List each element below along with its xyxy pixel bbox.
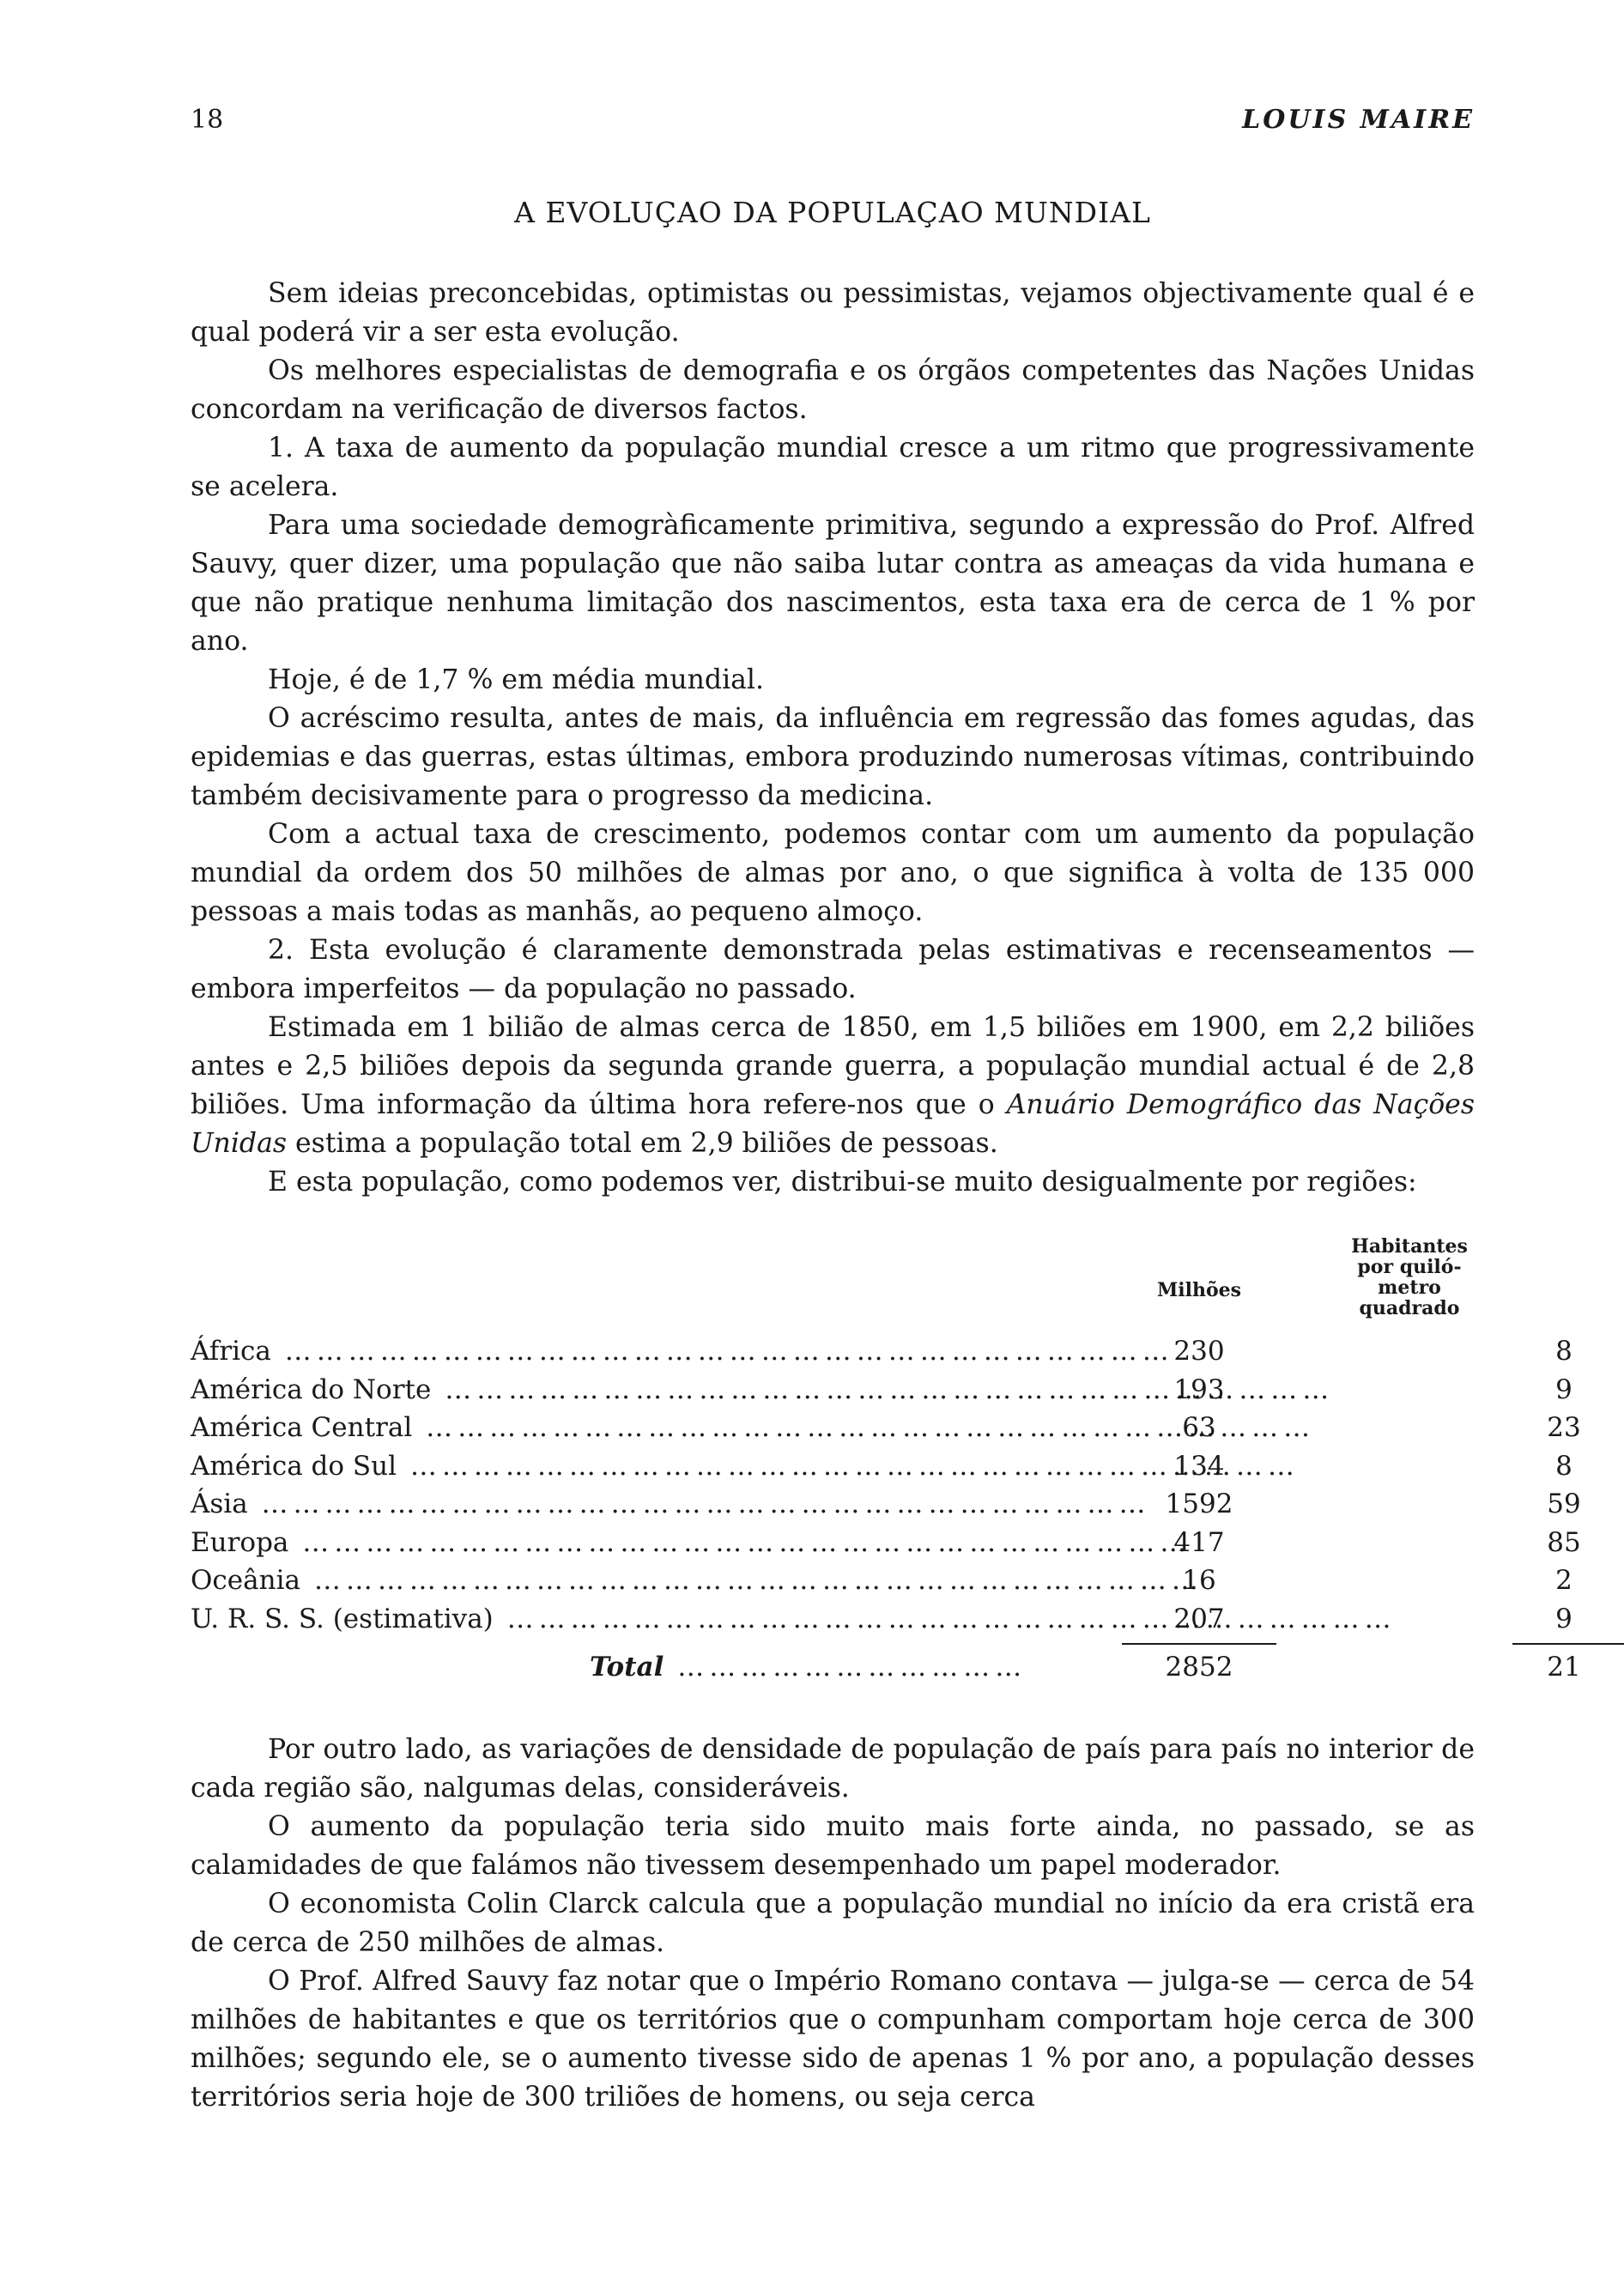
region-name: Ásia …………………………………………………………………………	[191, 1485, 1040, 1523]
column-header-line: Habitantes	[1351, 1235, 1468, 1258]
table-row	[191, 1524, 1581, 1562]
population-millions: 230	[1173, 1336, 1225, 1367]
paragraph: O Prof. Alfred Sauvy faz notar que o Império Romano contava — julga-se — cerca de 54 milhões de habitantes e que os territórios que o compunham comportam hoje cerca de 300 milhões; segundo ele, se o aumento tivesse sido de apenas 1 % por ano, a população desses territórios seria hoje de 300 triliões de homens, ou seja cerca	[191, 1966, 1475, 2113]
region-name: Europa …………………………………………………………………………	[191, 1524, 1040, 1561]
region-name: América do Sul …………………………………………………………………………	[191, 1447, 1040, 1485]
page-title: A EVOLUÇAO DA POPULAÇAO MUNDIAL	[514, 196, 1151, 229]
table-row	[191, 1561, 1572, 1600]
paragraph: 1. A taxa de aumento da população mundial cresce a um ritmo que progressivamente se acelera.	[191, 433, 1475, 502]
column-header-habitantes	[1306, 1236, 1512, 1319]
body-text-top	[191, 275, 1475, 1202]
population-millions: 193	[1173, 1373, 1225, 1405]
table-header	[191, 1236, 1475, 1332]
density-value: 23	[1547, 1412, 1581, 1443]
estimates-text-after: estima a população total em 2,9 biliões de pessoas.	[287, 1128, 998, 1159]
body-text-bottom	[191, 1731, 1475, 2117]
density-value: 8	[1555, 1336, 1572, 1367]
density-value: 85	[1547, 1526, 1581, 1558]
paragraph: Com a actual taxa de crescimento, podemos contar com um aumento da população mundial da ordem dos 50 milhões de almas por ano, o que significa à volta de 135 000 pessoas a mais todas as manhãs, ao pequeno almoço.	[191, 819, 1475, 927]
table-row	[191, 1600, 1572, 1639]
total-label: Total ……………………………	[590, 1645, 1036, 1689]
table-row	[191, 1332, 1572, 1371]
page-number: 18	[191, 105, 224, 135]
region-name: Oceânia …………………………………………………………………………	[191, 1561, 1040, 1599]
work-title: Anuário Demográfico das Nações Unidas	[191, 1089, 1475, 1159]
population-millions: 16	[1182, 1565, 1216, 1596]
page-header	[191, 105, 1475, 148]
paragraph: Para uma sociedade demogràficamente primitiva, segundo a expressão do Prof. Alfred Sauvy, quer dizer, uma população que não saiba lutar contra as ameaças da vida humana e que não pratique nenhuma limitação dos nascimentos, esta taxa era de cerca de 1 % por ano.	[191, 510, 1475, 657]
estimates-text-before: Estimada em 1 bilião de almas cerca de 1850, em 1,5 biliões em 1900, em 2,2 biliões antes e 2,5 biliões depois da segunda grande guerra, a população mundial actual é de 2,8 biliões. Uma informação da última hora refere-nos que o	[191, 1012, 1475, 1120]
density-value: 9	[1555, 1373, 1572, 1405]
paragraph: Sem ideias preconcebidas, optimistas ou pessimistas, vejamos objectivamente qual é e qual poderá vir a ser esta evolução.	[191, 278, 1475, 348]
total-population-millions: 2852	[1165, 1652, 1233, 1683]
paragraph: 2. Esta evolução é claramente demonstrada pelas estimativas e recenseamentos — embora imperfeitos — da população no passado.	[191, 935, 1475, 1004]
table-row	[191, 1371, 1572, 1410]
paragraph: O aumento da população teria sido muito mais forte ainda, no passado, se as calamidades de que falámos não tivessem desempenhado um papel moderador.	[191, 1811, 1475, 1881]
column-header-line: quadrado	[1359, 1297, 1460, 1319]
column-header-line: metro	[1378, 1276, 1441, 1299]
paragraph-estimates	[191, 1009, 1475, 1163]
paragraph: O economista Colin Clarck calcula que a população mundial no início da era cristã era de cerca de 250 milhões de almas.	[191, 1889, 1475, 1958]
region-name: U. R. S. S. (estimativa) …………………………………………………………………………	[191, 1600, 1040, 1638]
population-table	[191, 1235, 1581, 1689]
paragraph: Hoje, é de 1,7 % em média mundial.	[268, 664, 765, 695]
region-name: América do Norte …………………………………………………………………………	[191, 1371, 1040, 1409]
running-title: LOUIS MAIRE	[1242, 105, 1475, 135]
paragraph: Os melhores especialistas de demografia e os órgãos competentes das Nações Unidas concordam na verificação de diversos factos.	[191, 355, 1475, 425]
paragraph-regions-intro: E esta população, como podemos ver, distribui-se muito desigualmente por regiões:	[268, 1167, 1417, 1198]
population-millions: 1592	[1165, 1489, 1233, 1519]
region-name: África …………………………………………………………………………	[191, 1332, 1040, 1370]
density-value: 8	[1555, 1450, 1572, 1482]
population-millions: 63	[1182, 1412, 1216, 1443]
population-millions: 134	[1173, 1450, 1225, 1482]
table-row	[191, 1485, 1581, 1524]
density-value: 9	[1555, 1603, 1572, 1634]
column-header-line: por quiló-	[1357, 1256, 1462, 1278]
density-value: 59	[1547, 1489, 1581, 1519]
table-total-row	[191, 1645, 1581, 1689]
population-millions: 207	[1173, 1603, 1225, 1634]
table-row	[191, 1409, 1581, 1447]
column-header-milhoes: Milhões	[1156, 1279, 1242, 1301]
table-row	[191, 1447, 1572, 1486]
population-millions: 417	[1173, 1526, 1225, 1558]
paragraph: Por outro lado, as variações de densidade de população de país para país no interior de cada região são, nalgumas delas, consideráveis.	[191, 1734, 1475, 1804]
total-density: 21	[1547, 1652, 1581, 1683]
region-name: América Central …………………………………………………………………………	[191, 1409, 1040, 1446]
density-value: 2	[1555, 1565, 1572, 1596]
paragraph: O acréscimo resulta, antes de mais, da influência em regressão das fomes agudas, das epidemias e das guerras, estas últimas, embora produzindo numerosas vítimas, contribuindo também decisivamente para o progresso da medicina.	[191, 703, 1475, 811]
